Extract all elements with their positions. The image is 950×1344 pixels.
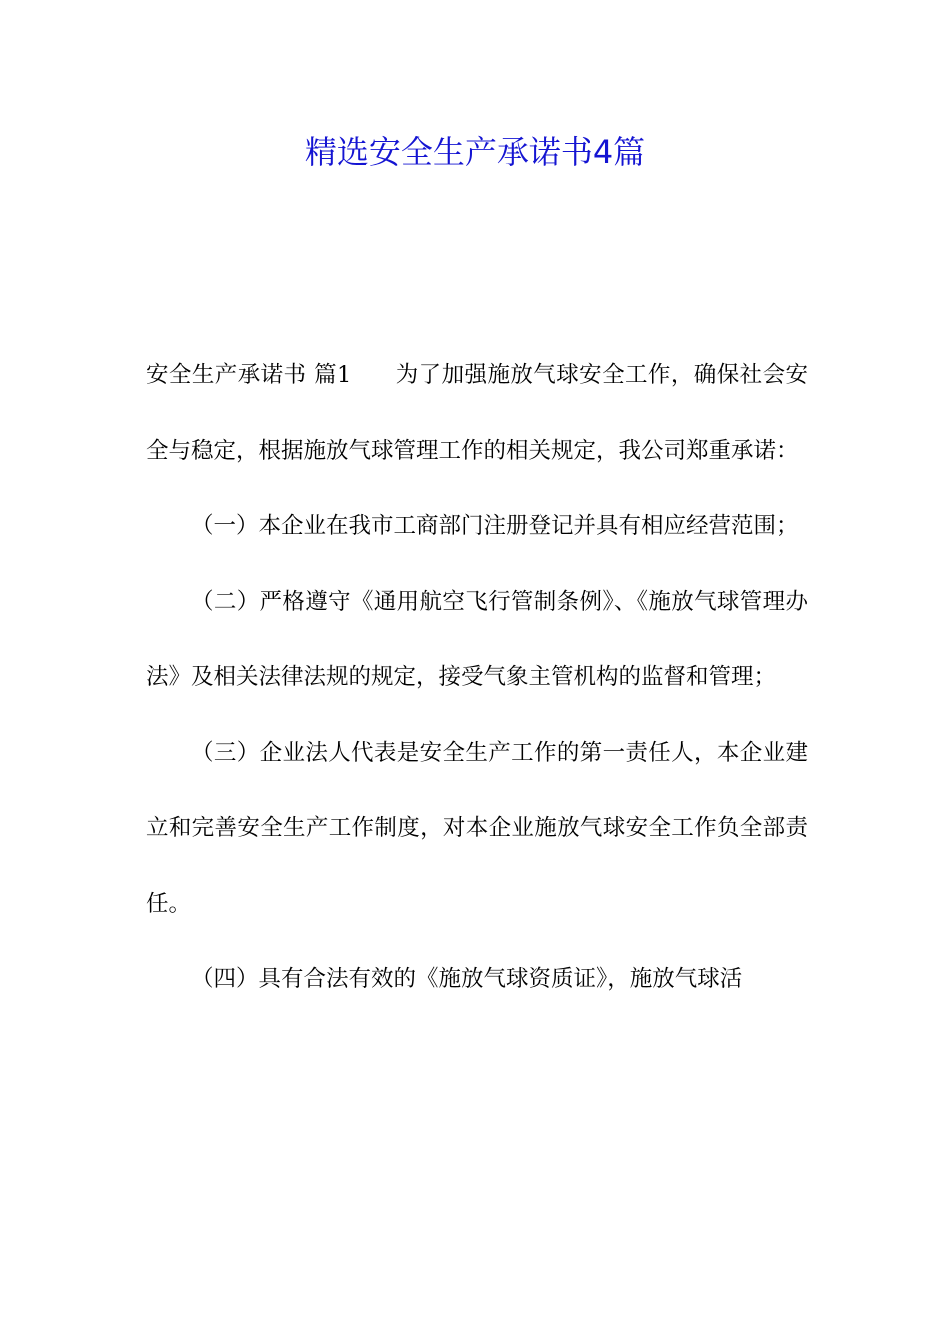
section-label: 安全生产承诺书 篇1 — [146, 362, 352, 388]
list-item: （三）企业法人代表是安全生产工作的第一责任人，本企业建立和完善安全生产工作制度，对本企业施放气球安全工作负全部责任。 — [146, 739, 808, 917]
list-item: （四）具有合法有效的《施放气球资质证》，施放气球活 — [191, 966, 743, 992]
list-item: （二）严格遵守《通用航空飞行管制条例》、《施放气球管理办法》及相关法律法规的规定，接受气象主管机构的监督和管理； — [146, 588, 808, 690]
intro-text: 为了加强施放气球安全工作，确保社会安全与稳定，根据施放气球管理工作的相关规定，我公司郑重承诺： — [146, 362, 808, 464]
document-body — [146, 338, 808, 1018]
intro-paragraph — [146, 338, 808, 489]
document-title: 精选安全生产承诺书4篇 — [304, 133, 646, 171]
list-item: （一）本企业在我市工商部门注册登记并具有相应经营范围； — [191, 513, 799, 539]
